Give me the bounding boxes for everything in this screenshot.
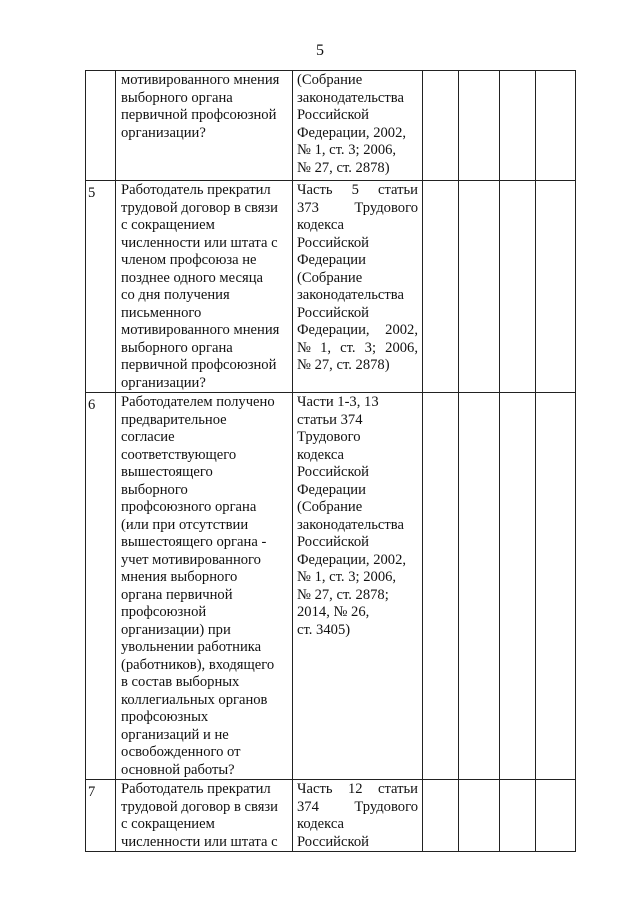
legal-reference-line: Российской xyxy=(297,833,369,850)
condition-line: освобожденного от xyxy=(121,744,241,760)
answer-cell xyxy=(536,393,576,780)
legal-reference-line: Российской xyxy=(297,464,369,480)
condition-line: основной работы? xyxy=(121,761,235,778)
answer-cell xyxy=(536,780,576,852)
legal-reference-word: статьи xyxy=(378,182,418,198)
legal-reference-line xyxy=(297,781,418,799)
legal-reference-line: Трудового xyxy=(297,429,361,445)
condition-line: письменного xyxy=(121,304,202,321)
legal-reference-word: Часть xyxy=(297,182,333,198)
legal-reference-line: законодательства xyxy=(297,287,404,303)
legal-reference-cell xyxy=(293,780,423,852)
legal-reference-word: 1, xyxy=(320,339,332,356)
legal-reference-line xyxy=(297,322,418,340)
condition-line: соответствующего xyxy=(121,446,237,463)
row-number: 7 xyxy=(86,780,116,852)
condition-line: профсоюзной xyxy=(121,604,207,620)
answer-cell xyxy=(423,181,459,393)
legal-reference-line xyxy=(297,340,418,358)
legal-reference-line: Части 1-3, 13 xyxy=(297,394,379,410)
condition-line: первичной профсоюзной xyxy=(121,357,277,373)
condition-line: мотивированного мнения xyxy=(121,322,280,338)
answer-cell xyxy=(500,71,536,181)
legal-reference-line xyxy=(297,200,418,218)
answer-cell xyxy=(459,780,500,852)
page-number: 5 xyxy=(316,42,324,59)
condition-line: Работодатель прекратил xyxy=(121,781,271,797)
legal-reference-word: Трудового xyxy=(354,798,418,815)
legal-reference-word: 3; xyxy=(364,339,377,356)
legal-reference-word: Часть xyxy=(297,781,333,797)
legal-reference-line: Российской xyxy=(297,234,369,251)
answer-cell xyxy=(536,71,576,181)
legal-reference-line: кодекса xyxy=(297,816,344,832)
answer-cell xyxy=(423,780,459,852)
legal-reference-line: Российской xyxy=(297,107,369,123)
condition-line: предварительное xyxy=(121,411,227,428)
legal-reference-line: (Собрание xyxy=(297,269,363,286)
condition-line: трудовой договор в связи xyxy=(121,798,278,815)
condition-line: вышестоящего органа - xyxy=(121,534,267,550)
condition-cell xyxy=(116,71,293,181)
condition-line: мотивированного мнения xyxy=(121,72,280,88)
legal-reference-word: 374 xyxy=(297,798,319,815)
condition-line: органа первичной xyxy=(121,586,233,603)
requirements-table xyxy=(85,70,576,852)
legal-reference-line: ст. 3405) xyxy=(297,621,351,638)
legal-reference-line: статьи 374 xyxy=(297,411,363,428)
answer-cell xyxy=(536,181,576,393)
table-row xyxy=(86,181,576,393)
legal-reference-line: Федерации, 2002, xyxy=(297,124,407,141)
condition-line: мнения выборного xyxy=(121,569,238,585)
condition-line: Работодатель прекратил xyxy=(121,182,271,198)
condition-line: с сокращением xyxy=(121,816,215,832)
legal-reference-word: 12 xyxy=(347,781,363,797)
condition-line: выборного xyxy=(121,481,188,498)
answer-cell xyxy=(500,393,536,780)
condition-line: выборного органа xyxy=(121,89,233,106)
legal-reference-line: законодательства xyxy=(297,516,404,533)
answer-cell xyxy=(423,393,459,780)
legal-reference-line: кодекса xyxy=(297,217,344,233)
table-row xyxy=(86,71,576,181)
legal-reference-line: № 27, ст. 2878) xyxy=(297,159,390,176)
table-row xyxy=(86,393,576,780)
condition-line: организации? xyxy=(121,374,206,391)
legal-reference-word: ст. xyxy=(340,339,356,356)
row-number xyxy=(86,71,116,181)
table-row xyxy=(86,780,576,852)
answer-cell xyxy=(459,71,500,181)
condition-line: численности или штата с xyxy=(121,234,278,251)
answer-cell xyxy=(459,393,500,780)
legal-reference-line: 2014, № 26, xyxy=(297,604,370,620)
condition-line: со дня получения xyxy=(121,287,230,303)
condition-line: учет мотивированного xyxy=(121,551,261,568)
legal-reference-line: № 1, ст. 3; 2006, xyxy=(297,142,397,158)
condition-line: в состав выборных xyxy=(121,674,240,690)
legal-reference-word: № xyxy=(297,339,311,356)
condition-line: увольнении работника xyxy=(121,639,262,655)
legal-reference-line: Федерации xyxy=(297,252,366,268)
condition-line: выборного органа xyxy=(121,339,233,356)
legal-reference-line: № 1, ст. 3; 2006, xyxy=(297,569,397,585)
condition-cell xyxy=(116,780,293,852)
legal-reference-word: 373 xyxy=(297,199,319,216)
answer-cell xyxy=(500,181,536,393)
condition-line: организации) при xyxy=(121,621,231,638)
legal-reference-line: Российской xyxy=(297,304,369,321)
condition-line: коллегиальных органов xyxy=(121,691,268,708)
condition-line: Работодателем получено xyxy=(121,394,275,410)
legal-reference-line: Федерации xyxy=(297,481,366,498)
legal-reference-word: Трудового xyxy=(354,199,418,216)
condition-line: профсоюзных xyxy=(121,709,209,725)
legal-reference-line: законодательства xyxy=(297,89,404,106)
condition-line: с сокращением xyxy=(121,217,215,233)
row-number: 5 xyxy=(86,181,116,393)
condition-line: членом профсоюза не xyxy=(121,252,257,268)
answer-cell xyxy=(500,780,536,852)
condition-line: (или при отсутствии xyxy=(121,516,249,533)
legal-reference-line: (Собрание xyxy=(297,499,363,515)
legal-reference-line: Российской xyxy=(297,534,369,550)
legal-reference-line: № 27, ст. 2878) xyxy=(297,357,390,373)
condition-line: (работников), входящего xyxy=(121,656,275,673)
legal-reference-word: 2006, xyxy=(385,339,418,356)
legal-reference-cell xyxy=(293,393,423,780)
row-number: 6 xyxy=(86,393,116,780)
legal-reference-word: Федерации, xyxy=(297,322,370,338)
legal-reference-word: 5 xyxy=(351,182,359,198)
condition-line: согласие xyxy=(121,429,175,445)
condition-cell xyxy=(116,181,293,393)
condition-line: вышестоящего xyxy=(121,464,213,480)
condition-line: организации? xyxy=(121,124,206,141)
legal-reference-line: (Собрание xyxy=(297,72,363,88)
condition-line: численности или штата с xyxy=(121,833,278,850)
legal-reference-cell xyxy=(293,181,423,393)
legal-reference-line xyxy=(297,182,418,200)
legal-reference-word: статьи xyxy=(378,781,418,797)
condition-line: организаций и не xyxy=(121,726,229,743)
legal-reference-line: Федерации, 2002, xyxy=(297,551,407,568)
legal-reference-line: № 27, ст. 2878; xyxy=(297,586,389,603)
answer-cell xyxy=(423,71,459,181)
legal-reference-word: 2002, xyxy=(385,322,418,338)
condition-line: трудовой договор в связи xyxy=(121,199,278,216)
answer-cell xyxy=(459,181,500,393)
condition-line: позднее одного месяца xyxy=(121,269,263,286)
condition-line: профсоюзного органа xyxy=(121,499,257,515)
condition-cell xyxy=(116,393,293,780)
legal-reference-line: кодекса xyxy=(297,446,344,463)
condition-line: первичной профсоюзной xyxy=(121,107,277,123)
legal-reference-line xyxy=(297,799,418,817)
legal-reference-cell xyxy=(293,71,423,181)
